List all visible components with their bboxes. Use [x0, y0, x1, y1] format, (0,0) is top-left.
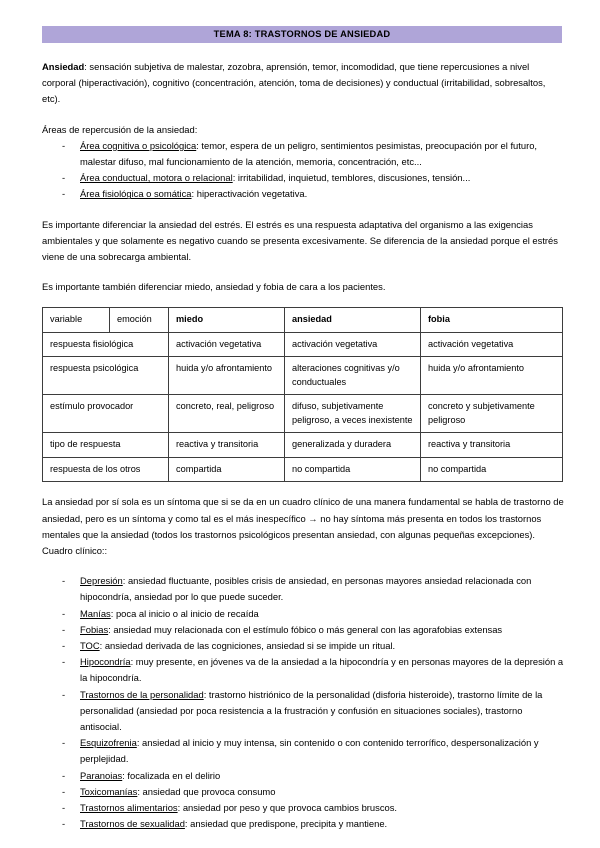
list-item [42, 784, 564, 800]
clinical-term: TOC [80, 640, 100, 652]
list-item [42, 687, 564, 736]
page-title: TEMA 8: TRASTORNOS DE ANSIEDAD [42, 26, 562, 43]
list-item [42, 606, 564, 622]
dash-marker: - [62, 802, 66, 814]
table-row [43, 457, 563, 482]
dash-marker: - [62, 172, 66, 184]
areas-heading: Áreas de repercusión de la ansiedad: [42, 123, 198, 135]
dash-marker: - [62, 737, 66, 749]
clinical-term: Esquizofrenia [80, 737, 137, 749]
clinical-text: : ansiedad que provoca consumo [137, 785, 276, 797]
cell-ansiedad: difuso, subjetivamente peligroso, a veces inexistente [285, 395, 421, 433]
cell-fobia: activación vegetativa [421, 332, 563, 357]
table-header-variable: variable [43, 308, 110, 333]
clinical-text: : ansiedad derivada de las cogniciones, ansiedad si se impide un ritual. [99, 640, 396, 652]
clinical-term: Paranoias [80, 769, 123, 781]
dash-marker: - [62, 818, 66, 830]
area-text: : hiperactivación vegetativa. [191, 188, 308, 200]
intro-definition: : sensación subjetiva de malestar, zozobra, aprensión, temor, incomodidad, que tiene repercusiones a nivel corporal (hiperactivación), cognitivo (concentración, atención, toma de decisiones) y conductual (irritabilidad, sobresaltos, etc). [42, 61, 546, 105]
intro-paragraph [42, 59, 564, 108]
row-label: respuesta de los otros [43, 457, 169, 482]
clinical-text: : ansiedad fluctuante, posibles crisis de ansiedad, en personas mayores ansiedad relacionada con hipocondría, ansiedad por lo que puede suceder. [80, 575, 532, 603]
table-row [43, 433, 563, 458]
row-label: respuesta psicológica [43, 357, 169, 395]
clinical-term: Manías [80, 607, 111, 619]
table-row [43, 332, 563, 357]
clinical-text: : muy presente, en jóvenes va de la ansiedad a la hipocondría y en personas mayores de la depresión a la hipocondría. [80, 656, 564, 684]
dash-marker: - [62, 640, 66, 652]
clinical-term: Trastornos de sexualidad [80, 818, 185, 830]
clinical-text: : ansiedad al inicio y muy intensa, sin contenido o con contenido terrorífico, despersonalización y perplejidad. [80, 737, 539, 765]
area-term: Área cognitiva o psicológica [80, 139, 197, 151]
cell-fobia: huida y/o afrontamiento [421, 357, 563, 395]
table-header-fobia: fobia [421, 308, 563, 333]
table-row [43, 395, 563, 433]
clinical-term: Trastornos de la personalidad [80, 688, 204, 700]
cell-ansiedad: generalizada y duradera [285, 433, 421, 458]
list-item [42, 735, 564, 767]
row-label: respuesta fisiológica [43, 332, 169, 357]
dash-marker: - [62, 769, 66, 781]
cell-ansiedad: no compartida [285, 457, 421, 482]
area-term: Área conductual, motora o relacional [80, 172, 233, 184]
cell-fobia: reactiva y transitoria [421, 433, 563, 458]
clinical-term: Depresión [80, 575, 123, 587]
dash-marker: - [62, 688, 66, 700]
list-item [42, 816, 564, 832]
list-item [42, 638, 564, 654]
differentiate-paragraph: Es importante también diferenciar miedo, ansiedad y fobia de cara a los pacientes. [42, 281, 386, 293]
clinical-term: Hipocondría [80, 656, 131, 668]
area-text: : temor, espera de un peligro, sentimientos pesimistas, preocupación por el futuro, malestar difuso, mal funcionamiento de la atención, memoria, concentración, etc... [80, 139, 538, 168]
cell-miedo: activación vegetativa [169, 332, 285, 357]
dash-marker: - [62, 188, 66, 200]
cell-ansiedad: alteraciones cognitivas y/o conductuales [285, 357, 421, 395]
comparison-table [42, 307, 563, 482]
row-label: tipo de respuesta [43, 433, 169, 458]
list-item [42, 170, 564, 186]
list-item [42, 800, 564, 816]
clinical-term: Fobias [80, 623, 109, 635]
dash-marker: - [62, 607, 66, 619]
cell-miedo: concreto, real, peligroso [169, 395, 285, 433]
clinical-text: : ansiedad muy relacionada con el estímulo fóbico o más general con las agorafobias extensas [108, 623, 503, 635]
clinical-term: Trastornos alimentarios [80, 802, 178, 814]
cell-ansiedad: activación vegetativa [285, 332, 421, 357]
clinical-text: : focalizada en el delirio [122, 769, 221, 781]
stress-paragraph: Es importante diferenciar la ansiedad del estrés. El estrés es una respuesta adaptativa del organismo a las exigencias ambientales y que solamente es negativo cuando se presenta excesivamente. Se diferencia de la ansiedad porque el estrés viene de una sobrecarga ambiental. [42, 218, 558, 263]
areas-list [42, 138, 564, 203]
intro-term: Ansiedad [42, 61, 85, 72]
dash-marker: - [62, 656, 66, 668]
cell-miedo: compartida [169, 457, 285, 482]
cell-miedo: reactiva y transitoria [169, 433, 285, 458]
symptom-paragraph: La ansiedad por sí sola es un síntoma que si se da en un cuadro clínico de una manera fundamental se habla de trastorno de ansiedad, pero es un síntoma y como tal es el más inespecífico → no hay síntoma más presenta en todos los trastornos mentales que la ansiedad (todos los trastornos psicológicos presentan ansiedad, con algunas pequeñas excepciones). Cuadro clínico:: [42, 496, 564, 557]
clinical-text: : ansiedad que predispone, precipita y mantiene. [184, 818, 388, 830]
table-header-emocion: emoción [110, 308, 169, 333]
table-header-ansiedad: ansiedad [285, 308, 421, 333]
area-term: Área fisiológica o somática [80, 188, 192, 200]
clinical-text: : poca al inicio o al inicio de recaída [110, 607, 259, 619]
area-text: : irritabilidad, inquietud, temblores, discusiones, tensión... [232, 172, 471, 184]
clinical-text: : trastorno histriónico de la personalidad (disforia histeroide), trastorno límite de la personalidad (ansiedad por poca resistencia a la frustración y confusión en situaciones sociales), trastorno antisocial. [80, 688, 543, 733]
list-item [42, 138, 564, 170]
list-item [42, 768, 564, 784]
list-item [42, 654, 564, 686]
list-item [42, 573, 564, 605]
cell-fobia: no compartida [421, 457, 563, 482]
list-item [42, 186, 564, 202]
table-header-row [43, 308, 563, 333]
dash-marker: - [62, 785, 66, 797]
cell-miedo: huida y/o afrontamiento [169, 357, 285, 395]
list-item [42, 622, 564, 638]
cell-fobia: concreto y subjetivamente peligroso [421, 395, 563, 433]
clinical-list [42, 573, 564, 832]
dash-marker: - [62, 623, 66, 635]
table-header-miedo: miedo [169, 308, 285, 333]
row-label: estímulo provocador [43, 395, 169, 433]
dash-marker: - [62, 575, 66, 587]
table-row [43, 357, 563, 395]
clinical-text: : ansiedad por peso y que provoca cambios bruscos. [177, 802, 398, 814]
clinical-term: Toxicomanías [80, 785, 138, 797]
dash-marker: - [62, 139, 66, 151]
